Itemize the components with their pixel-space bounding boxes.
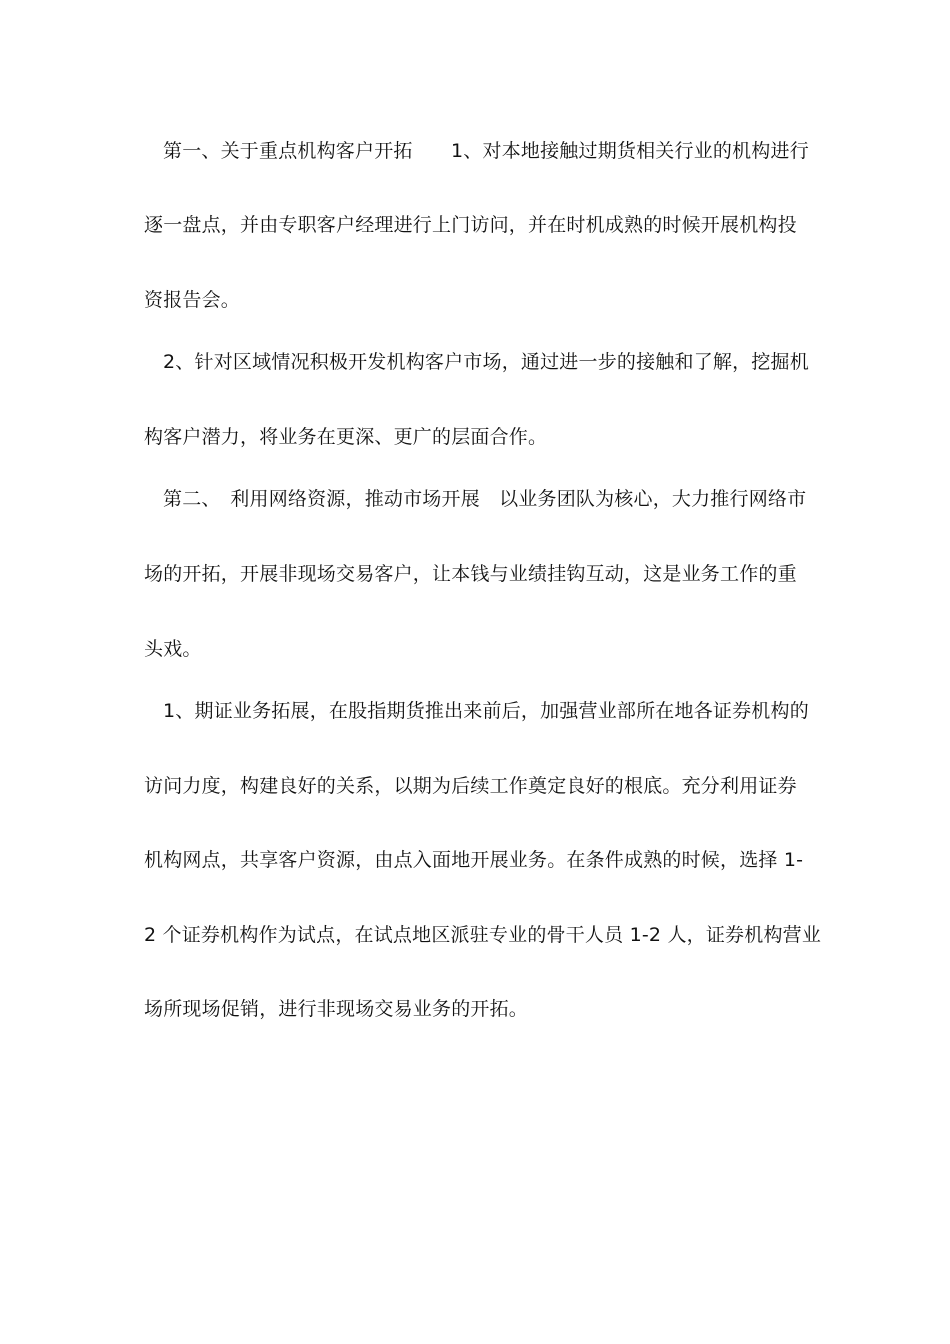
paragraph-line: 2 个证券机构作为试点，在试点地区派驻专业的骨干人员 1-2 人，证券机构营业 (144, 924, 822, 946)
paragraph-line: 第二、 利用网络资源，推动市场开展 以业务团队为核心，大力推行网络市 (163, 488, 807, 510)
paragraph-line: 2、针对区域情况积极开发机构客户市场，通过进一步的接触和了解，挖掘机 (163, 351, 809, 373)
paragraph-line: 第一、关于重点机构客户开拓 1、对本地接触过期货相关行业的机构进行 (163, 140, 809, 162)
paragraph-line: 场所现场促销，进行非现场交易业务的开拓。 (144, 998, 529, 1020)
paragraph-line: 机构网点，共享客户资源，由点入面地开展业务。在条件成熟的时候，选择 1- (144, 849, 804, 871)
paragraph-line: 头戏。 (144, 638, 202, 660)
paragraph-line: 场的开拓，开展非现场交易客户，让本钱与业绩挂钩互动，这是业务工作的重 (144, 563, 797, 585)
paragraph-line: 访问力度，构建良好的关系，以期为后续工作奠定良好的根底。充分利用证券 (144, 775, 797, 797)
paragraph-line: 构客户潜力，将业务在更深、更广的层面合作。 (144, 426, 548, 448)
paragraph-line: 逐一盘点，并由专职客户经理进行上门访问，并在时机成熟的时候开展机构投 (144, 214, 797, 236)
paragraph-line: 资报告会。 (144, 289, 241, 311)
paragraph-line: 1、期证业务拓展，在股指期货推出来前后，加强营业部所在地各证券机构的 (163, 700, 809, 722)
